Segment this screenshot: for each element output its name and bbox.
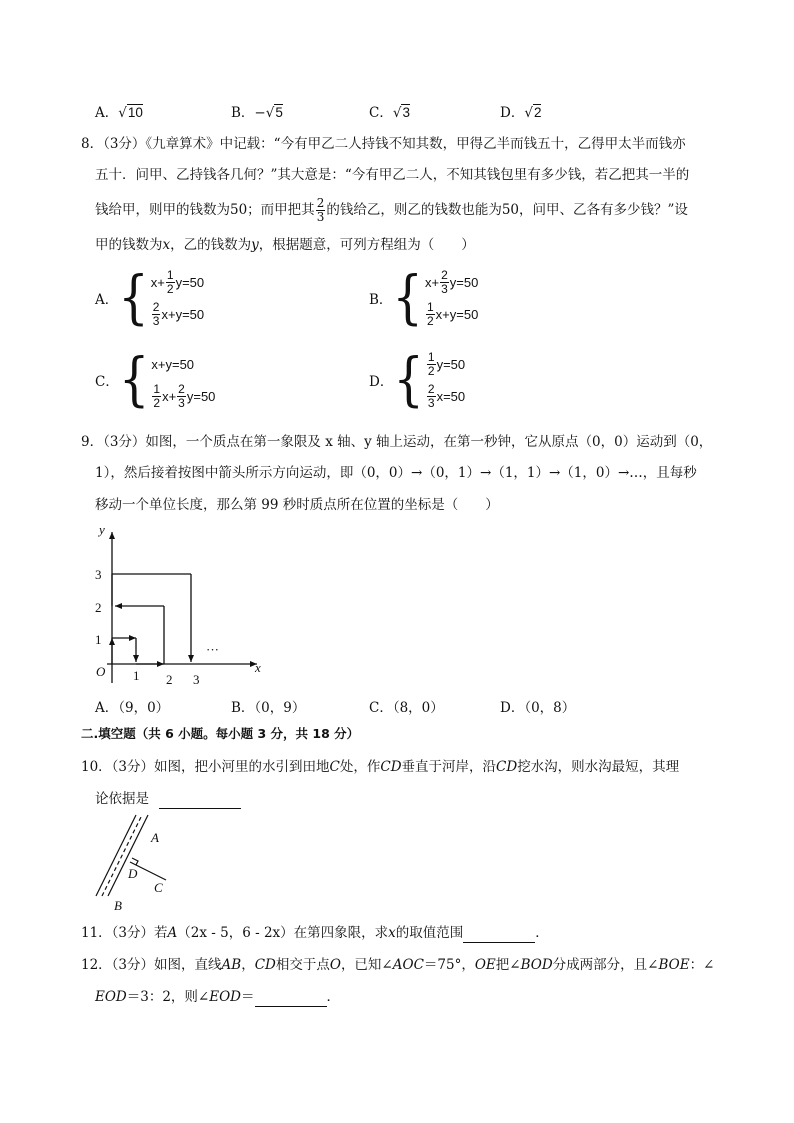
q9-option-b: B．（0，9）	[231, 700, 306, 716]
q12-line-2: EOD＝3：2，则∠EOD＝ ．	[95, 989, 340, 1005]
label-c: C	[154, 880, 163, 895]
q8-option-c: C． { x+y=50 $\frac{1}{2}$ x+ $\frac{2}{3}$ y=50	[95, 346, 216, 414]
q9-option-a: A．（9，0）	[95, 700, 170, 716]
q8-line-2: 五十．问甲、乙持钱各几何？”其大意是：“今有甲乙二人，不知其钱包里有多少钱，若乙把其一半的	[95, 167, 690, 183]
q9-line-2: 1），然后接着按图中箭头所示方向运动，即（0，0）→（0，1）→（1，1）→（1，0）→…，且每秒	[95, 465, 697, 481]
y-tick-2: 2	[95, 600, 102, 615]
x-axis-label: x	[255, 660, 261, 675]
brace-icon: {	[393, 346, 424, 414]
q8-option-b: B． { x+ $\frac{2}{3}$ y=50 $\frac{1}{2}$ x+y=50	[369, 264, 479, 332]
label-a: A	[151, 830, 159, 845]
y-tick-1: 1	[95, 632, 102, 647]
q12-answer-blank[interactable]	[255, 992, 327, 1007]
label-d: D	[128, 866, 138, 881]
q7-option-b: B．−√5	[231, 105, 283, 121]
q12-line-1: 12．（3分）如图，直线AB，CD相交于点O，已知∠AOC＝75°，OE把∠BOD分成两部分，且∠BOE：∠	[81, 957, 715, 973]
x-tick-1: 1	[133, 668, 140, 683]
section-heading: 二.填空题（共 6 小题。每小题 3 分，共 18 分）	[81, 726, 360, 741]
q8-option-a: A． { x+ $\frac{1}{2}$ y=50 $\frac{2}{3}$ x+y=50	[95, 264, 205, 332]
ellipsis: ···	[206, 642, 219, 657]
q10-answer-blank[interactable]	[159, 794, 241, 809]
x-tick-3: 3	[193, 672, 200, 687]
q8-line-4: 甲的钱数为x，乙的钱数为y，根据题意，可列方程组为（ ）	[95, 237, 475, 253]
brace-icon: {	[392, 264, 423, 332]
q7-option-d: D．√2	[500, 105, 542, 121]
brace-icon: {	[118, 346, 150, 414]
q9-option-d: D．（0，8）	[500, 700, 576, 716]
y-tick-3: 3	[95, 567, 102, 582]
q7-option-c: C．√3	[369, 105, 410, 121]
fraction-two-thirds: $\frac{2}{3}$	[316, 196, 325, 224]
q9-coordinate-diagram	[85, 518, 270, 688]
q9-line-1: 9．（3分）如图，一个质点在第一象限及 x 轴、y 轴上运动，在第一秒钟，它从原点（0，0）运动到（0，	[81, 434, 713, 450]
q11-answer-blank[interactable]	[463, 928, 535, 943]
label-b: B	[114, 898, 122, 913]
q10-line-1: 10．（3分）如图，把小河里的水引到田地C处，作CD垂直于河岸，沿CD挖水沟，则水沟最短，其理	[81, 759, 680, 775]
q9-option-c: C．（8，0）	[369, 700, 444, 716]
q9-line-3: 移动一个单位长度，那么第 99 秒时质点所在位置的坐标是（ ）	[95, 497, 499, 513]
brace-icon: {	[118, 264, 149, 332]
q8-line-3: 钱给甲，则甲的钱数为50；而甲把其 $\frac{2}{3}$ 的钱给乙，则乙的钱数也能为50，问甲、乙各有多少钱？”设	[95, 196, 688, 224]
q8-line-1: 8．（3分）《九章算术》中记载：“今有甲乙二人持钱不知其数，甲得乙半而钱五十，乙得甲太半而钱亦	[81, 136, 686, 152]
q8-option-d: D． { $\frac{1}{2}$ y=50 $\frac{2}{3}$ x=50	[369, 346, 466, 414]
y-axis-label: y	[99, 522, 105, 537]
q10-river-diagram	[88, 812, 178, 914]
x-tick-2: 2	[166, 672, 173, 687]
q10-line-2: 论依据是	[95, 789, 241, 809]
origin-label: O	[96, 664, 106, 679]
q7-option-a: A．√10	[95, 105, 143, 121]
q11-line: 11．（3分）若A（2x - 5，6 - 2x）在第四象限，求x的取值范围 ．	[81, 925, 549, 941]
